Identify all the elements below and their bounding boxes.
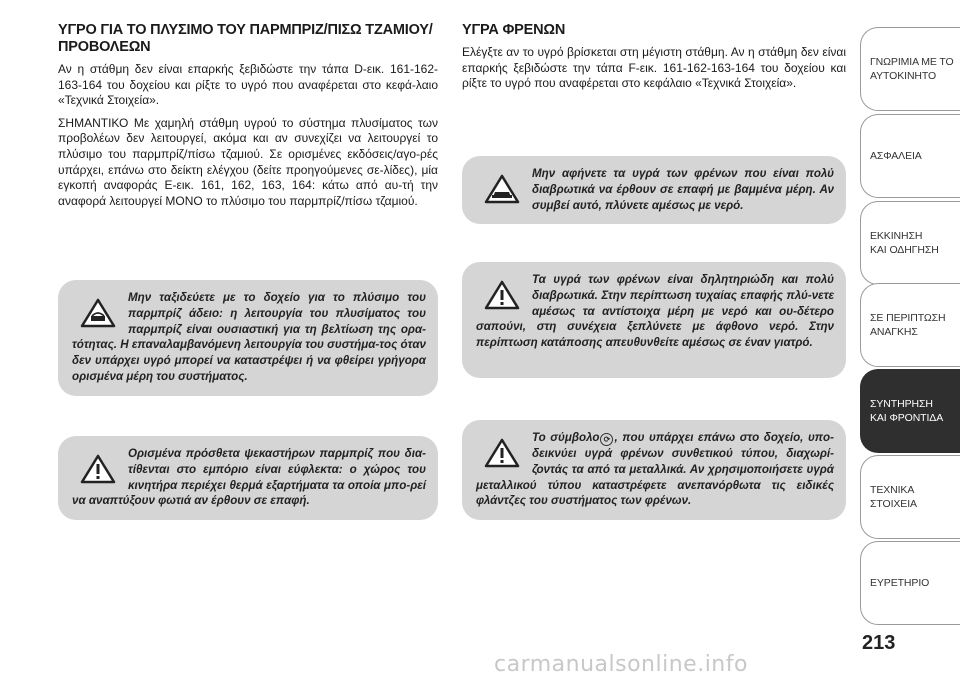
- warning-exclamation-icon: [484, 438, 520, 468]
- synthetic-fluid-symbol-icon: ⟳: [600, 433, 613, 446]
- warning-car-icon: [484, 174, 520, 204]
- washer-fluid-paragraph-2: ΣΗΜΑΝΤΙΚΟ Με χαμηλή στάθμη υγρού το σύστημα πλυσίματος των προβολέων δεν λειτουργεί, ακόμα και αν συνεχίζει να λειτουργεί το πλύσιμο του παρμπρίζ/πίσω τζαμιού. Σε ορισμένες εκδόσεις/αγο-ρές υπάρχει, επάνω στο δείκτη ελέγχου (δείτε προηγούμενες σε-λίδες), μία εγκοπή αναφοράς E-εικ. 161, 162, 163, 164: κάτω από αυ-τή την αναφορά λειτουργεί ΜΟΝΟ το πλύσιμο του παρμπρίζ/πίσω τζαμιού.: [58, 115, 438, 208]
- tab-maintenance[interactable]: ΣΥΝΤΗΡΗΣΗ ΚΑΙ ΦΡΟΝΤΙΔΑ: [860, 369, 960, 453]
- warning-box-flammable: [58, 436, 438, 520]
- warning-box-corrosive-paint: [462, 156, 846, 224]
- warning-washer-icon: [80, 298, 116, 328]
- tab-safety[interactable]: ΑΣΦΑΛΕΙΑ: [860, 114, 960, 198]
- warning-text-flammable: Ορισμένα πρόσθετα ψεκαστήρων παρμπρίζ που δια-τίθενται στο εμπόριο είναι εύφλεκτα: ο χώρος του κινητήρα περιέχει θερμά εξαρτήματα τα οποία μπο-ρεί να αναπτύξουν φωτιά αν έρθουν σε επαφή.: [72, 447, 426, 508]
- warning-box-synthetic-symbol: [462, 420, 846, 520]
- warning-text-synthetic-symbol: [476, 430, 834, 509]
- page-number: 213: [862, 632, 896, 654]
- warning-box-empty-reservoir: [58, 280, 438, 396]
- tab-knowing-car[interactable]: ΓΝΩΡΙΜΙΑ ΜΕ ΤΟ ΑΥΤΟΚΙΝΗΤΟ: [860, 27, 960, 111]
- tab-index[interactable]: ΕΥΡΕΤΗΡΙΟ: [860, 541, 960, 625]
- warning-text-corrosive-paint: Μην αφήνετε τα υγρά των φρένων που είναι πολύ διαβρωτικά να έρθουν σε επαφή με βαμμένα μέρη. Αν συμβεί αυτό, πλύνετε αμέσως με νερό.: [532, 167, 834, 212]
- watermark: carmanualsonline.info: [494, 652, 748, 677]
- washer-fluid-heading: ΥΓΡΟ ΓΙΑ ΤΟ ΠΛΥΣΙΜΟ ΤΟΥ ΠΑΡΜΠΡΙΖ/ΠΙΣΩ ΤΖΑΜΙΟΥ/ΠΡΟΒΟΛΕΩΝ: [58, 22, 433, 55]
- warning-box-toxic: [462, 262, 846, 378]
- tab-technical-data[interactable]: ΤΕΧΝΙΚΑ ΣΤΟΙΧΕΙΑ: [860, 455, 960, 539]
- tab-emergency[interactable]: ΣΕ ΠΕΡΙΠΤΩΣΗ ΑΝΑΓΚΗΣ: [860, 283, 960, 367]
- warning-exclamation-icon: [484, 280, 520, 310]
- warning-text-empty-reservoir: Μην ταξιδεύετε με το δοχείο για το πλύσιμο του παρμπρίζ άδειο: η λειτουργία του πλυσίματος του παρμπρίζ είναι ουσιαστική για τη βελτίωση της ορα-τότητας. Η επαναλαμβανόμενη λειτουργία του συστήμα-τος όταν δεν υπάρχει υγρό μπορεί να καταστρέψει ή να φθείρει γρήγορα ορισμένα μέρη του συστήματος.: [72, 291, 426, 383]
- left-column: [58, 22, 438, 216]
- washer-fluid-paragraph-1: Αν η στάθμη δεν είναι επαρκής ξεβιδώστε την τάπα D-εικ. 161-162-163-164 του δοχείου και ρίξτε το υγρό που αναφέρεται στο κεφά-λαιο «Τεχνικά Στοιχεία».: [58, 62, 438, 108]
- warning-text-post: , που υπάρχει επάνω στο δοχείο, υπο-δεικνύει υγρά φρένων συνθετικού τύπου, διαχωρί-ζοντάς τα από τα μεταλλικά. Αν χρησιμοποιήσετε υγρά μεταλλικού τύπου καταστρέφετε ανεπανόρθωτα τις ειδικές φλάντζες του συστήματος των φρένων.: [476, 431, 835, 508]
- warning-text-toxic: Τα υγρά των φρένων είναι δηλητηριώδη και πολύ διαβρωτικά. Στην περίπτωση τυχαίας επαφής πλύ-νετε αμέσως τα αντίστοιχα μέρη με νερό και ου-δέτερο σαπούνι, στη συνέχεια ξεπλύνετε με άφθονο νερό. Στην περίπτωση κατάποσης απευθυνθείτε αμέσως σε έναν γιατρό.: [476, 273, 834, 350]
- tab-starting-driving[interactable]: ΕΚΚΙΝΗΣΗ ΚΑΙ ΟΔΗΓΗΣΗ: [860, 201, 960, 285]
- brake-fluid-heading: ΥΓΡΑ ΦΡΕΝΩΝ: [462, 22, 566, 38]
- warning-exclamation-icon: [80, 454, 116, 484]
- right-column: [462, 22, 846, 99]
- brake-fluid-paragraph: Ελέγξτε αν το υγρό βρίσκεται στη μέγιστη στάθμη. Αν η στάθμη δεν είναι επαρκής ξεβιδώστε την τάπα F-εικ. 161-162-163-164 του δοχείου και ρίξτε το υγρό που αναφέρεται στο κεφάλαιο «Τεχνικά Στοιχεία».: [462, 45, 846, 91]
- warning-text-pre: Το σύμβολο: [532, 431, 600, 444]
